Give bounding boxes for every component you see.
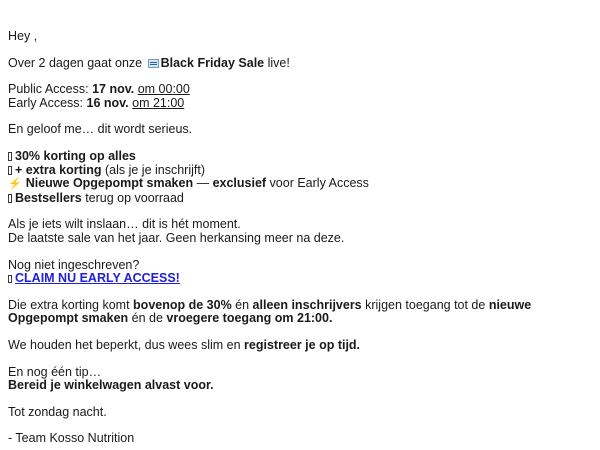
early-access-time: om 21:00 — [132, 95, 185, 110]
details-text-2: én — [231, 297, 253, 312]
cta-question: Nog niet ingeschreven? — [8, 257, 140, 272]
benefit-bold-text: Nieuwe Opgepompt smaken — [25, 176, 194, 191]
benefit-rest-text: terug op voorraad — [81, 190, 184, 205]
benefit-dash-text: — — [193, 176, 213, 191]
details-bold-3: nieuwe Opgepompt smaken — [8, 297, 532, 326]
urgency-paragraph — [8, 218, 592, 245]
early-access-label: Early Access: — [8, 95, 87, 110]
details-text-3: krijgen toegang tot de — [361, 297, 489, 312]
closing-text: Tot zondag nacht. — [8, 404, 107, 419]
early-access-line — [8, 97, 592, 111]
intro-suffix-text: live! — [264, 55, 290, 70]
intro-line — [8, 57, 592, 71]
limited-prefix-text: We houden het beperkt, dus wees slim en — [8, 337, 245, 352]
benefit-rest-text: (als je je inschrijft) — [101, 162, 205, 177]
tip-line-2: Bereid je winkelwagen alvast voor. — [8, 378, 214, 393]
limited-bold-text: registreer je op tijd. — [244, 337, 361, 352]
greeting-paragraph — [8, 30, 592, 44]
limited-paragraph — [8, 339, 592, 353]
intro-paragraph — [8, 57, 592, 71]
missing-glyph-box-icon — [8, 166, 12, 175]
list-item — [8, 164, 592, 178]
claim-early-access-link[interactable]: CLAIM NU EARLY ACCESS! — [15, 271, 180, 286]
limited-line — [8, 339, 592, 353]
public-access-label: Public Access: — [8, 82, 93, 97]
serious-paragraph — [8, 123, 592, 137]
closing-paragraph — [8, 406, 592, 420]
list-item — [8, 192, 592, 206]
tip-paragraph — [8, 366, 592, 393]
serious-text: En geloof me… dit wordt serieus. — [8, 122, 193, 137]
cta-paragraph — [8, 259, 592, 286]
details-bold-1: bovenop de 30% — [133, 297, 232, 312]
early-access-date: 16 nov. — [86, 95, 129, 110]
benefit-rest-text: voor Early Access — [266, 176, 369, 191]
signature-paragraph — [8, 432, 592, 446]
missing-glyph-box-icon — [8, 194, 12, 203]
access-times-paragraph — [8, 83, 592, 110]
benefit-bold-text: + extra korting — [15, 162, 102, 177]
greeting-text: Hey , — [8, 29, 38, 43]
benefit-bold-text: Bestsellers — [15, 190, 82, 205]
missing-glyph-box-icon — [8, 275, 12, 284]
public-access-time: om 00:00 — [137, 82, 190, 97]
details-paragraph — [8, 299, 592, 326]
tip-line-1: En nog één tip… — [8, 364, 102, 379]
details-text-4: én de — [128, 311, 167, 326]
sale-name-text: Black Friday Sale — [160, 55, 265, 70]
benefits-list — [8, 150, 592, 205]
list-item — [8, 150, 592, 164]
details-text-1: Die extra korting komt — [8, 297, 134, 312]
urgency-line-2: De laatste sale van het jaar. Geen herkansing meer na deze. — [8, 230, 345, 245]
urgency-line-1: Als je iets wilt inslaan… dit is hét moment. — [8, 217, 241, 232]
signature-text: - Team Kosso Nutrition — [8, 431, 135, 446]
public-access-date: 17 nov. — [92, 82, 135, 97]
list-item — [8, 177, 592, 192]
public-access-line — [8, 83, 592, 97]
benefit-bold-text-2: exclusief — [212, 176, 267, 191]
calendar-emoji-missing-glyph-icon — [148, 59, 159, 68]
cta-line — [8, 272, 592, 286]
missing-glyph-box-icon — [8, 152, 12, 161]
details-bold-4: vroegere toegang om 21:00. — [166, 311, 333, 326]
details-bold-2: alleen inschrijvers — [252, 297, 362, 312]
benefit-bold-text: 30% korting op alles — [15, 148, 136, 163]
high-voltage-icon: ⚡ — [8, 178, 22, 191]
intro-prefix-text: Over 2 dagen gaat onze — [8, 55, 146, 70]
